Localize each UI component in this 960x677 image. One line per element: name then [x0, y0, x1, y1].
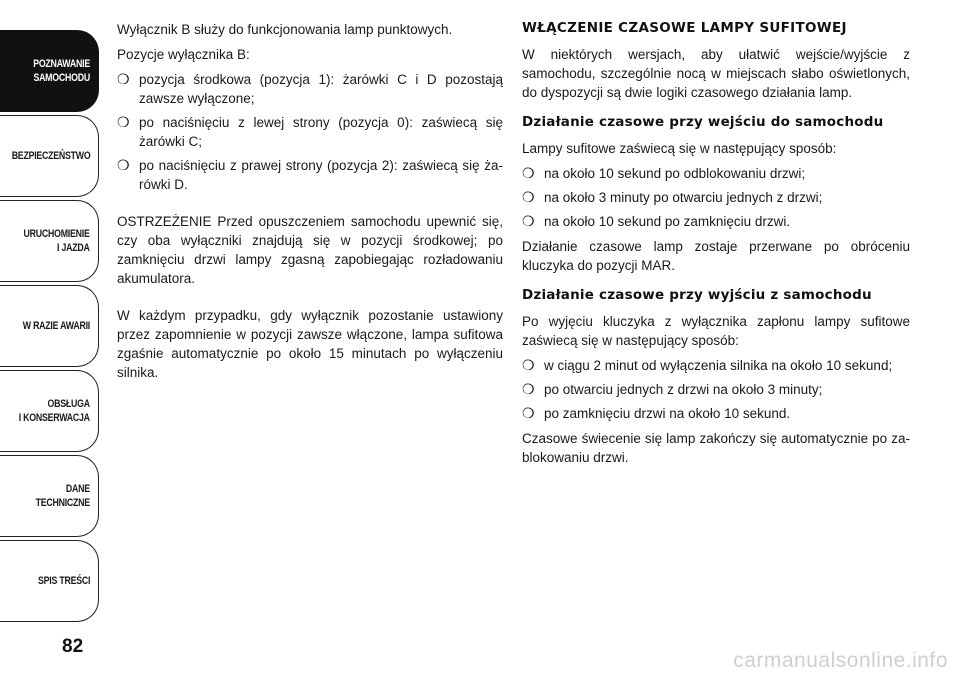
tab-bezpieczenstwo[interactable]: BEZPIECZEŃSTWO: [0, 115, 99, 197]
left-column: [117, 20, 503, 388]
list-item: ❍ po otwarciu jednych z drzwi na około 3 minuty;: [522, 381, 823, 397]
bullet-icon: ❍: [522, 357, 535, 373]
bullet-icon: ❍: [522, 381, 535, 397]
switch-b-intro: Wyłącznik B służy do funkcjonowania lamp punktowych.: [117, 22, 453, 37]
list-item: ❍ na około 10 sekund po odblokowaniu drzwi;: [522, 165, 806, 181]
tab-dane-techniczne[interactable]: DANE TECHNICZNE: [0, 455, 99, 537]
page-number: 82: [62, 636, 84, 657]
exit-note: Czasowe świecenie się lamp zakończy się automatycznie po za-blokowaniu drzwi.: [522, 431, 910, 465]
switch-b-positions-list: [117, 70, 503, 194]
list-item: ❍ na około 3 minuty po otwarciu jednych z drzwi;: [522, 189, 823, 205]
list-item: ❍ po naciśnięciu z prawej strony (pozycja 2): zaświecą się ża-rówki D.: [117, 157, 503, 192]
list-item: ❍ po zamknięciu drzwi na około 10 sekund.: [522, 405, 791, 421]
entry-lead: Lampy sufitowe zaświecą się w następujący sposób:: [522, 141, 837, 156]
entry-list: [522, 164, 910, 231]
bullet-icon: ❍: [117, 71, 130, 87]
exit-subheading: Działanie czasowe przy wyjściu z samochodu: [522, 287, 872, 303]
watermark-text: carmanualsonline.info: [733, 649, 948, 672]
bullet-icon: ❍: [522, 213, 535, 229]
tab-w-razie-awarii[interactable]: W RAZIE AWARII: [0, 285, 99, 367]
tab-obsluga-i-konserwacja[interactable]: OBSŁUGA I KONSERWACJA: [0, 370, 99, 452]
bullet-icon: ❍: [117, 114, 130, 130]
tab-spis-tresci[interactable]: SPIS TREŚCI: [0, 540, 99, 622]
tab-poznawanie-samochodu[interactable]: POZNAWANIE SAMOCHODU: [0, 30, 99, 112]
auto-off-note: W każdym przypadku, gdy wyłącznik pozostanie ustawiony przez zapomnienie w pozycji zawsze włączone, lampa sufitowa zgaśnie automatycznie po około 15 minutach po wyłączeniu silnika.: [117, 308, 503, 380]
exit-lead: Po wyjęciu kluczyka z wyłącznika zapłonu lampy sufitowe zaświecą się w następujący sposób:: [522, 314, 910, 348]
bullet-icon: ❍: [522, 165, 535, 181]
list-item: ❍ pozycja środkowa (pozycja 1): żarówki C i D pozostają zawsze wyłączone;: [117, 71, 503, 106]
switch-b-positions-title: Pozycje wyłącznika B:: [117, 47, 250, 62]
entry-note: Działanie czasowe lamp zostaje przerwane po obróceniu kluczyka do pozycji MAR.: [522, 239, 910, 273]
tab-uruchomienie-i-jazda[interactable]: URUCHOMIENIE I JAZDA: [0, 200, 99, 282]
entry-subheading: Działanie czasowe przy wejściu do samochodu: [522, 114, 884, 130]
list-item: ❍ na około 10 sekund po zamknięciu drzwi.: [522, 213, 791, 229]
right-column: [522, 20, 910, 473]
exit-list: [522, 356, 910, 423]
list-item: ❍ w ciągu 2 minut od wyłączenia silnika na około 10 sekund;: [522, 357, 893, 373]
list-item: ❍ po naciśnięciu z lewej strony (pozycja 0): zaświecą się żarówki C;: [117, 114, 503, 149]
timed-lamp-intro: W niektórych wersjach, aby ułatwić wejście/wyjście z samochodu, szczególnie nocą w miejscach słabo oświetlonych, do dyspozycji są dwie logiki czasowego działania lamp.: [522, 47, 910, 100]
bullet-icon: ❍: [522, 405, 535, 421]
bullet-icon: ❍: [117, 157, 130, 173]
warning-text: OSTRZEŻENIE Przed opuszczeniem samochodu upewnić się, czy oba wyłączniki znajdują się w pozycji środkowej; po zamknięciu drzwi lampy zgasną zapobiegając rozładowaniu akumulatora.: [117, 214, 503, 286]
bullet-icon: ❍: [522, 189, 535, 205]
section-heading: WŁĄCZENIE CZASOWE LAMPY SUFITOWEJ: [522, 20, 847, 36]
